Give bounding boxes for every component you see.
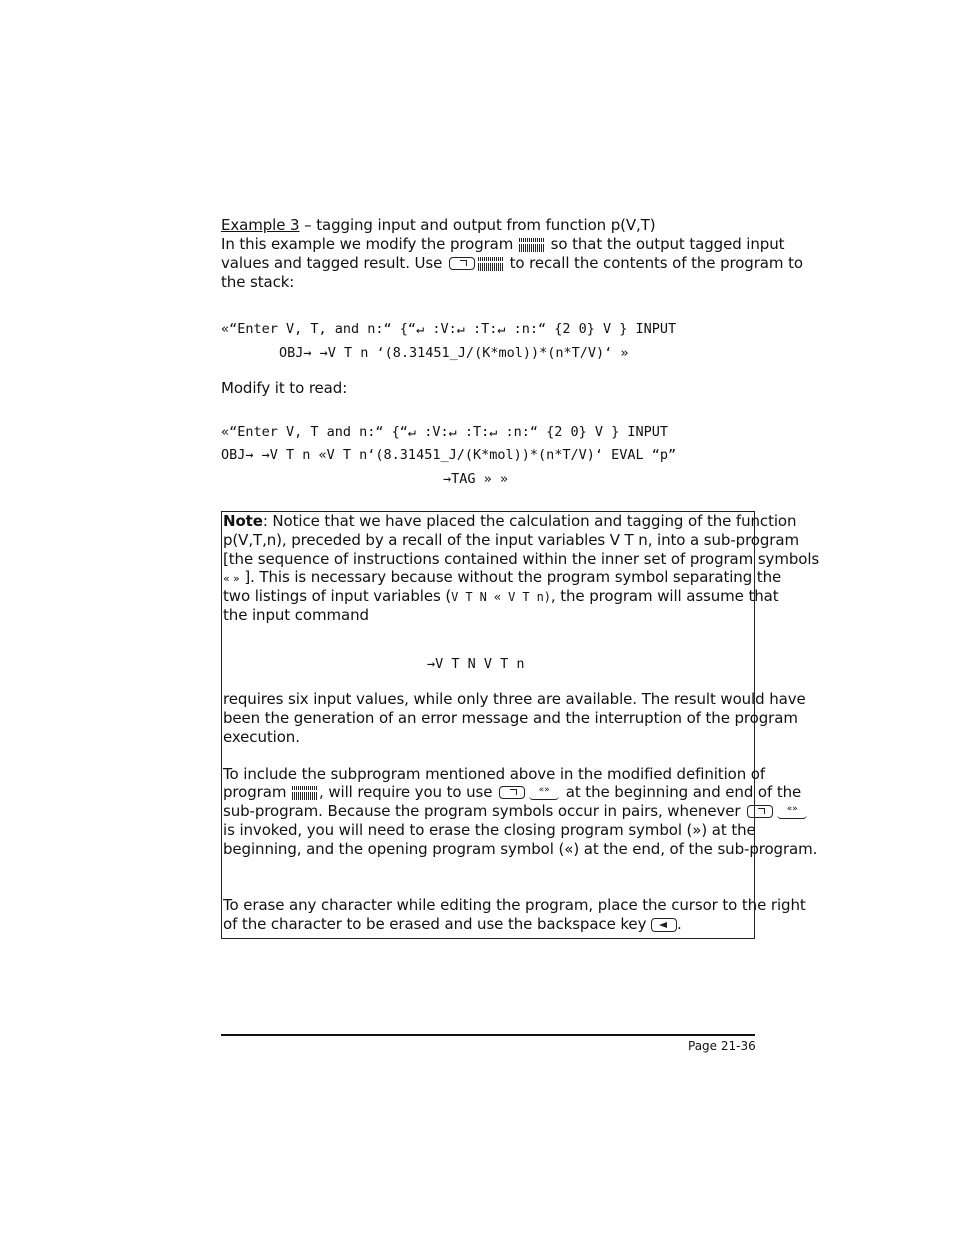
note-p2-line-1: requires six input values, while only three are available. The result would have bbox=[223, 690, 806, 708]
program-symbols-key-icon: «» bbox=[529, 785, 559, 800]
program-softkey-icon bbox=[292, 786, 318, 800]
note-text: at the beginning and end of the bbox=[565, 783, 802, 801]
note-text: , the program will assume that bbox=[550, 587, 779, 605]
note-line-1 bbox=[223, 512, 796, 531]
note-text: of the character to be erased and use the backspace key bbox=[223, 915, 647, 933]
program-softkey-icon bbox=[478, 257, 504, 271]
note-p3-line-3 bbox=[223, 802, 809, 821]
note-code: →V T N V T n bbox=[427, 656, 525, 672]
intro-text: values and tagged result. Use bbox=[221, 254, 443, 272]
note-line-5 bbox=[223, 587, 779, 607]
backspace-key-icon bbox=[651, 918, 677, 932]
modify-text: Modify it to read: bbox=[221, 379, 348, 397]
note-text: , will require you to use bbox=[319, 783, 493, 801]
page-number: Page 21-36 bbox=[688, 1039, 756, 1053]
note-text: . bbox=[677, 915, 682, 933]
note-line-3: [the sequence of instructions contained within the inner set of program symbols bbox=[223, 550, 820, 568]
intro-text: so that the output tagged input bbox=[550, 235, 785, 253]
program-symbols-key-icon: «» bbox=[777, 804, 807, 819]
program-symbols: « » bbox=[223, 572, 240, 585]
code1-line-2: OBJ→ →V T n ‘(8.31451_J/(K*mol))*(n*T/V)‘ » bbox=[279, 345, 629, 361]
example-label: Example 3 bbox=[221, 216, 300, 234]
code2-line-3: →TAG » » bbox=[443, 471, 509, 487]
note-line-2: p(V,T,n), preceded by a recall of the input variables V T n, into a sub-program bbox=[223, 531, 799, 549]
intro-text: to recall the contents of the program to bbox=[509, 254, 803, 272]
note-line-4 bbox=[223, 568, 781, 588]
note-p2-line-2: been the generation of an error message and the interruption of the program bbox=[223, 709, 798, 727]
note-p3-line-2 bbox=[223, 783, 801, 802]
note-p4-line-1: To erase any character while editing the program, place the cursor to the right bbox=[223, 896, 806, 914]
note-label: Note bbox=[223, 512, 263, 530]
example-title: – tagging input and output from function p(V,T) bbox=[299, 216, 656, 234]
right-shift-key-icon bbox=[449, 257, 475, 270]
intro-line-2 bbox=[221, 254, 803, 273]
note-text: ]. This is necessary because without the program symbol separating the bbox=[244, 568, 782, 586]
note-p3-line-4: is invoked, you will need to erase the closing program symbol (») at the bbox=[223, 821, 756, 839]
intro-line-1 bbox=[221, 235, 784, 254]
note-text: sub-program. Because the program symbols occur in pairs, whenever bbox=[223, 802, 741, 820]
note-line-6: the input command bbox=[223, 606, 369, 624]
example-heading bbox=[221, 216, 656, 235]
right-shift-key-icon bbox=[499, 786, 525, 799]
code2-line-2: OBJ→ →V T n «V T n‘(8.31451_J/(K*mol))*(n*T/V)‘ EVAL “p” bbox=[221, 447, 677, 463]
note-p3-line-1: To include the subprogram mentioned above in the modified definition of bbox=[223, 765, 766, 783]
intro-line-3: the stack: bbox=[221, 273, 295, 291]
note-text: program bbox=[223, 783, 287, 801]
code2-line-1: «“Enter V, T and n:“ {“↵ :V:↵ :T:↵ :n:“ {2 0} V } INPUT bbox=[221, 424, 669, 440]
note-p4-line-2 bbox=[223, 915, 682, 934]
note-text: : Notice that we have placed the calculation and tagging of the function bbox=[262, 512, 797, 530]
inline-code: V T N « V T n) bbox=[451, 590, 551, 604]
note-text: two listings of input variables ( bbox=[223, 587, 452, 605]
note-p2-line-3: execution. bbox=[223, 728, 300, 746]
program-softkey-icon bbox=[519, 238, 545, 252]
right-shift-key-icon bbox=[747, 805, 773, 818]
code1-line-1: «“Enter V, T, and n:“ {“↵ :V:↵ :T:↵ :n:“ {2 0} V } INPUT bbox=[221, 321, 677, 337]
footer-rule bbox=[221, 1034, 755, 1036]
note-p3-line-5: beginning, and the opening program symbol («) at the end, of the sub-program. bbox=[223, 840, 818, 858]
intro-text: In this example we modify the program bbox=[221, 235, 514, 253]
